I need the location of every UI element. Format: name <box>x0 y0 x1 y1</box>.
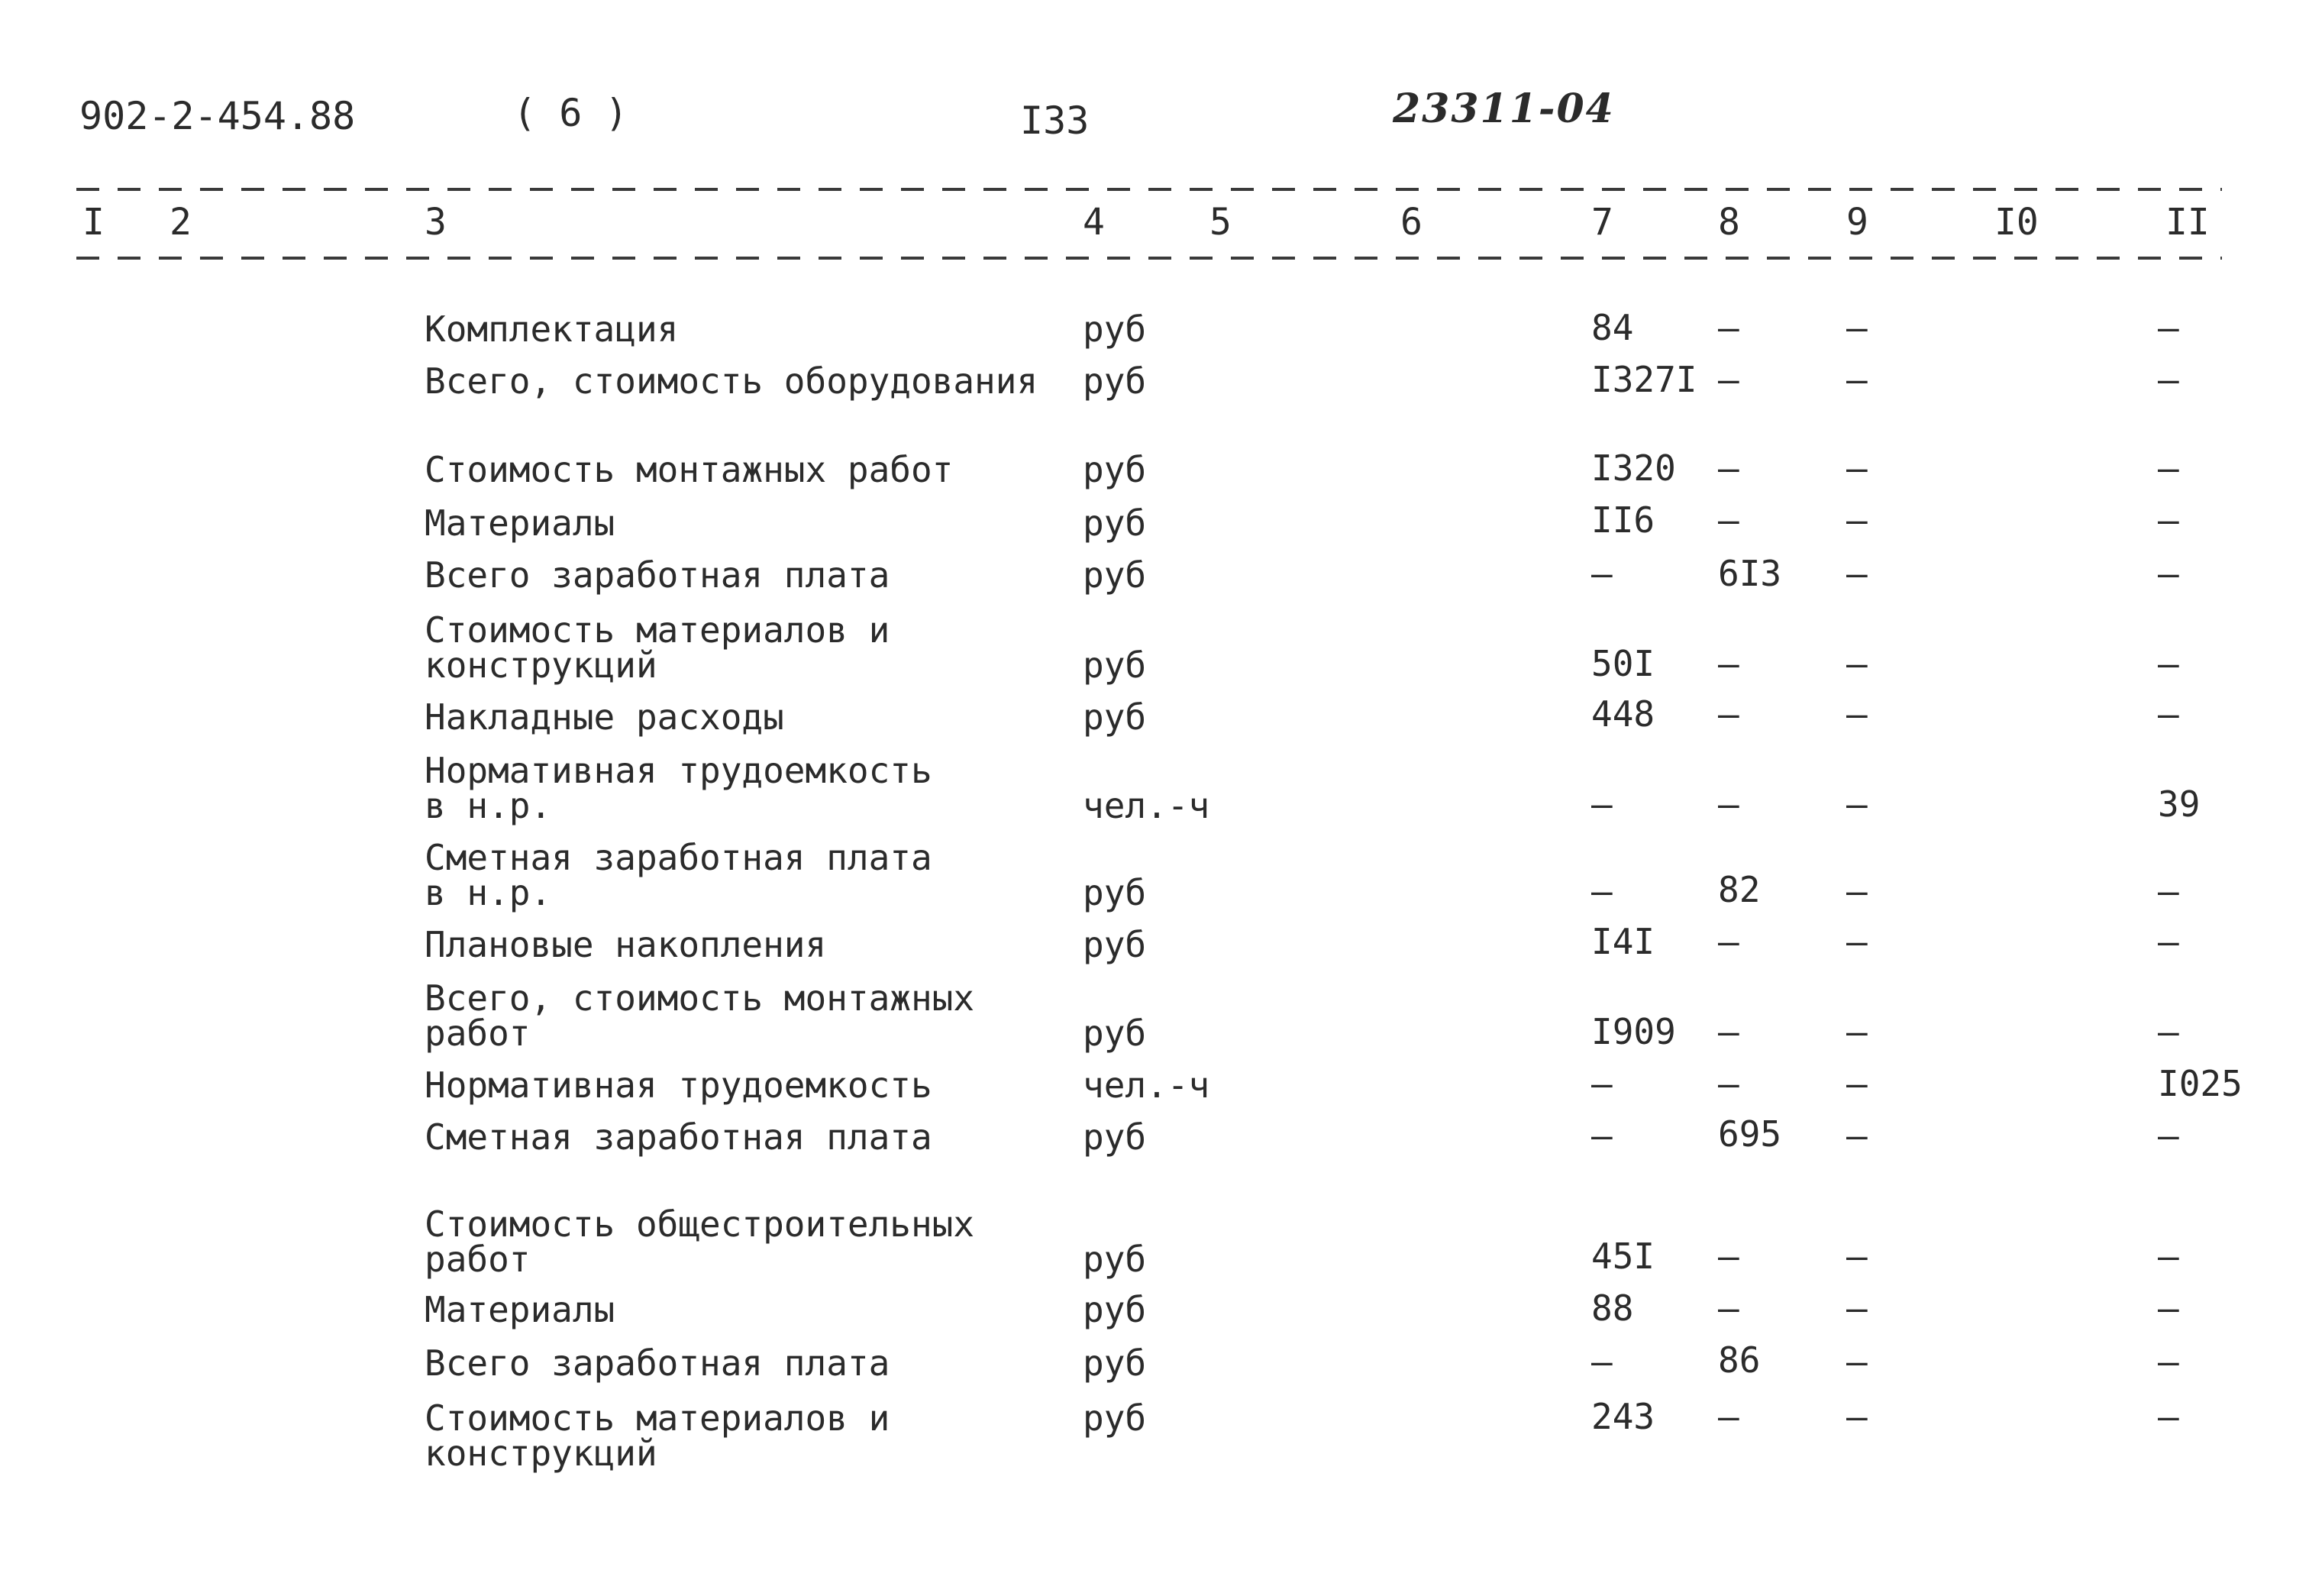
row-label: Всего, стоимость монтажных <box>425 977 975 1019</box>
row-label: Нормативная трудоемкость <box>425 1065 932 1106</box>
cell-col7: 88 <box>1591 1287 1634 1329</box>
column-header-6: 6 <box>1400 201 1423 244</box>
column-header-8: 8 <box>1718 201 1740 244</box>
cell-col9: – <box>1846 783 1868 825</box>
document-number: 902-2-454.88 <box>79 94 356 138</box>
cell-col7: 448 <box>1591 693 1655 735</box>
cell-col9: – <box>1846 871 1868 912</box>
cell-col11: – <box>2158 871 2179 912</box>
cell-col8: – <box>1718 1287 1739 1329</box>
cell-col8: – <box>1718 1011 1739 1052</box>
row-label: Стоимость материалов и <box>425 609 890 651</box>
header-top-rule <box>76 188 2222 191</box>
cell-col8: – <box>1718 921 1739 962</box>
column-header-1: I <box>82 201 105 244</box>
cell-col11: – <box>2158 1115 2179 1156</box>
page-number: I33 <box>1020 99 1090 143</box>
row-label: Плановые накопления <box>425 924 827 965</box>
cell-col9: – <box>1846 553 1868 594</box>
cell-col9: – <box>1846 921 1868 962</box>
row-label: Материалы <box>425 502 615 544</box>
column-header-9: 9 <box>1846 201 1868 244</box>
cell-col7: – <box>1591 783 1613 825</box>
row-label-continuation: работ <box>425 1239 531 1280</box>
cell-col9: – <box>1846 1396 1868 1437</box>
cell-col8: – <box>1718 359 1739 400</box>
row-unit: руб <box>1083 309 1147 350</box>
cell-col9: – <box>1846 1287 1868 1329</box>
row-label-continuation: работ <box>425 1013 531 1054</box>
cell-col7: – <box>1591 553 1613 594</box>
cell-col7: 45I <box>1591 1236 1655 1277</box>
cell-col7: 50I <box>1591 643 1655 684</box>
row-unit: руб <box>1083 1289 1147 1330</box>
cell-col8: 6I3 <box>1718 553 1782 594</box>
row-label: Стоимость общестроительных <box>425 1203 975 1245</box>
row-unit: руб <box>1083 924 1147 965</box>
cell-col7: – <box>1591 1341 1613 1382</box>
cell-col9: – <box>1846 359 1868 400</box>
cell-col9: – <box>1846 643 1868 684</box>
row-unit: руб <box>1083 1116 1147 1158</box>
cell-col9: – <box>1846 1063 1868 1104</box>
cell-col8: – <box>1718 1236 1739 1277</box>
column-header-10: I0 <box>1994 201 2039 244</box>
row-unit: руб <box>1083 360 1147 402</box>
cell-col11: – <box>2158 921 2179 962</box>
cell-col7: 84 <box>1591 307 1634 348</box>
cell-col8: – <box>1718 1063 1739 1104</box>
cell-col8: – <box>1718 1396 1739 1437</box>
column-header-5: 5 <box>1209 201 1232 244</box>
cell-col7: I327I <box>1591 359 1697 400</box>
row-unit: руб <box>1083 1013 1147 1054</box>
cell-col11: – <box>2158 1341 2179 1382</box>
row-unit: руб <box>1083 872 1147 913</box>
cell-col11: 39 <box>2158 783 2201 825</box>
header-bottom-rule <box>76 257 2222 260</box>
cell-col9: – <box>1846 1341 1868 1382</box>
cell-col7: I4I <box>1591 921 1655 962</box>
row-unit: руб <box>1083 1239 1147 1280</box>
cell-col11: – <box>2158 693 2179 735</box>
row-label: Комплектация <box>425 309 679 350</box>
cell-col9: – <box>1846 447 1868 489</box>
cell-col11: – <box>2158 307 2179 348</box>
cell-col11: – <box>2158 1236 2179 1277</box>
cell-col9: – <box>1846 1115 1868 1156</box>
column-header-11: II <box>2165 201 2210 244</box>
row-label-continuation: в н.р. <box>425 872 552 913</box>
cell-col9: – <box>1846 1011 1868 1052</box>
row-unit: руб <box>1083 1342 1147 1384</box>
row-label: Нормативная трудоемкость <box>425 750 932 791</box>
cell-col8: 86 <box>1718 1339 1761 1381</box>
row-label-continuation: в н.р. <box>425 785 552 826</box>
cell-col8: 82 <box>1718 869 1761 910</box>
cell-col7: I909 <box>1591 1011 1676 1052</box>
row-label-continuation: конструкций <box>425 1433 657 1474</box>
row-unit: руб <box>1083 1397 1147 1439</box>
row-unit: руб <box>1083 554 1147 596</box>
cell-col7: II6 <box>1591 499 1655 541</box>
row-unit: руб <box>1083 449 1147 490</box>
row-label-continuation: конструкций <box>425 645 657 686</box>
cell-col8: – <box>1718 499 1739 541</box>
row-label: Стоимость материалов и <box>425 1397 890 1439</box>
cell-col9: – <box>1846 1236 1868 1277</box>
cell-col9: – <box>1846 307 1868 348</box>
row-label: Накладные расходы <box>425 696 784 738</box>
row-label: Сметная заработная плата <box>425 1116 932 1158</box>
row-label: Всего заработная плата <box>425 554 890 596</box>
handwritten-reference: 23311-04 <box>1393 86 1615 132</box>
row-label: Сметная заработная плата <box>425 837 932 878</box>
cell-col11: – <box>2158 499 2179 541</box>
row-label: Материалы <box>425 1289 615 1330</box>
column-header-4: 4 <box>1083 201 1105 244</box>
cell-col7: – <box>1591 871 1613 912</box>
cell-col9: – <box>1846 499 1868 541</box>
cell-col11: – <box>2158 553 2179 594</box>
cell-col11: – <box>2158 1287 2179 1329</box>
column-header-2: 2 <box>170 201 192 244</box>
row-unit: чел.-ч <box>1083 785 1210 826</box>
cell-col11: – <box>2158 359 2179 400</box>
row-label: Стоимость монтажных работ <box>425 449 954 490</box>
cell-col8: – <box>1718 783 1739 825</box>
cell-col8: – <box>1718 307 1739 348</box>
row-unit: руб <box>1083 645 1147 686</box>
cell-col7: – <box>1591 1063 1613 1104</box>
cell-col11: – <box>2158 1011 2179 1052</box>
row-unit: руб <box>1083 502 1147 544</box>
cell-col8: 695 <box>1718 1113 1782 1155</box>
cell-col7: – <box>1591 1115 1613 1156</box>
cell-col7: I320 <box>1591 447 1676 489</box>
cell-col8: – <box>1718 447 1739 489</box>
row-label: Всего заработная плата <box>425 1342 890 1384</box>
cell-col11: – <box>2158 447 2179 489</box>
row-unit: руб <box>1083 696 1147 738</box>
column-header-7: 7 <box>1591 201 1613 244</box>
cell-col9: – <box>1846 693 1868 735</box>
row-unit: чел.-ч <box>1083 1065 1210 1106</box>
cell-col11: – <box>2158 643 2179 684</box>
column-header-3: 3 <box>425 201 447 244</box>
cell-col11: – <box>2158 1396 2179 1437</box>
cell-col8: – <box>1718 643 1739 684</box>
row-label: Всего, стоимость оборудования <box>425 360 1038 402</box>
section-number: ( 6 ) <box>513 91 628 135</box>
cell-col7: 243 <box>1591 1396 1655 1437</box>
cell-col8: – <box>1718 693 1739 735</box>
cell-col11: I025 <box>2158 1063 2243 1104</box>
